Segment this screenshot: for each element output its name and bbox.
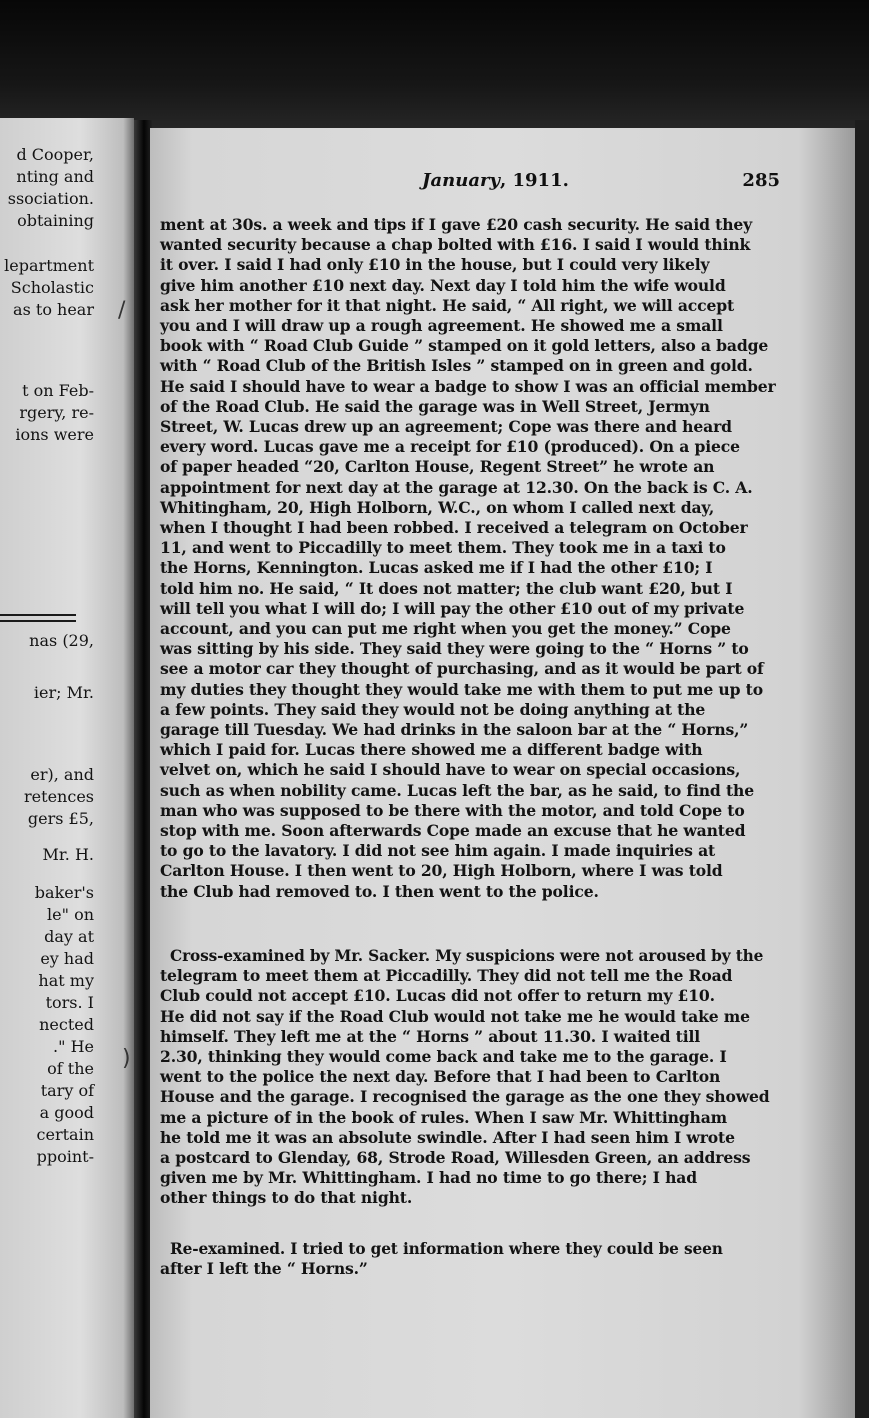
text-line: man who was supposed to be there with the motor, and told Cope to bbox=[160, 800, 745, 820]
previous-page-text-fragment: of the bbox=[47, 1059, 94, 1078]
text-line: a postcard to Glenday, 68, Strode Road, Willesden Green, an address bbox=[160, 1148, 751, 1167]
text-line: of the Road Club. He said the garage was in Well Street, Jermyn bbox=[160, 396, 710, 416]
previous-page-text-fragment: rgery, re- bbox=[19, 403, 94, 422]
text-line: Cross-examined by Mr. Sacker. My suspicions were not aroused by the bbox=[170, 946, 764, 965]
text-line: the Horns, Kennington. Lucas asked me if I had the other £10; I bbox=[160, 558, 713, 578]
page-edge-shadow bbox=[855, 120, 869, 1418]
previous-page-text-fragment: er), and bbox=[30, 765, 94, 784]
previous-page-text-fragment: ier; Mr. bbox=[33, 683, 94, 702]
previous-page-text-fragment: hat my bbox=[38, 971, 94, 990]
text-line: garage till Tuesday. We had drinks in the saloon bar at the “ Horns,” bbox=[160, 720, 749, 739]
previous-page-text-fragment: d Cooper, bbox=[16, 145, 94, 164]
previous-page-text-fragment: obtaining bbox=[17, 211, 94, 230]
text-line: ask her mother for it that night. He said, “ All right, we will accept bbox=[160, 295, 735, 315]
text-line: after I left the “ Horns.” bbox=[160, 1259, 368, 1279]
text-line: it over. I said I had only £10 in the house, but I could very likely bbox=[160, 255, 710, 275]
text-line: was sitting by his side. They said they were going to the “ Horns ” to bbox=[160, 639, 749, 659]
text-line: He did not say if the Road Club would not take me he would take me bbox=[160, 1006, 750, 1026]
text-line: House and the garage. I recognised the garage as the one they showed bbox=[160, 1087, 770, 1107]
text-line: book with “ Road Club Guide ” stamped on it gold letters, also a badge bbox=[160, 336, 769, 356]
text-line: such as when nobility came. Lucas left the bar, as he said, to find the bbox=[160, 780, 754, 800]
text-line: Whitingham, 20, High Holborn, W.C., on whom I called next day, bbox=[160, 497, 715, 517]
section-rule bbox=[0, 620, 76, 622]
text-line: a few points. They said they would not be doing anything at the bbox=[160, 699, 706, 719]
previous-page-text-fragment: retences bbox=[24, 787, 94, 806]
text-line: every word. Lucas gave me a receipt for £10 (produced). On a piece bbox=[160, 437, 740, 457]
text-line: Carlton House. I then went to 20, High Holborn, where I was told bbox=[160, 861, 723, 881]
section-rule bbox=[0, 614, 76, 616]
previous-page-text-fragment: ions were bbox=[15, 425, 94, 444]
text-line: which I paid for. Lucas there showed me a different badge with bbox=[160, 740, 703, 760]
previous-page-text-fragment: nected bbox=[39, 1015, 94, 1034]
previous-page-text-fragment: day at bbox=[44, 927, 94, 946]
text-line: himself. They left me at the “ Horns ” about 11.30. I waited till bbox=[160, 1026, 701, 1046]
previous-page-text-fragment: ." He bbox=[53, 1037, 94, 1056]
text-line: went to the police the next day. Before that I had been to Carlton bbox=[160, 1067, 721, 1087]
text-line: see a motor car they thought of purchasing, and as it would be part of bbox=[160, 659, 764, 679]
previous-page-text-fragment: gers £5, bbox=[27, 809, 94, 828]
text-line: other things to do that night. bbox=[160, 1188, 413, 1208]
text-line: wanted security because a chap bolted with £16. I said I would think bbox=[160, 235, 751, 255]
previous-page-text-fragment: nas (29, bbox=[29, 631, 94, 650]
previous-page-text-fragment: ey had bbox=[40, 949, 94, 968]
previous-page-text-fragment: le" on bbox=[47, 905, 94, 924]
margin-pencil-mark: / bbox=[118, 298, 126, 323]
previous-page-edge bbox=[0, 118, 134, 1418]
margin-pencil-mark: ) bbox=[122, 1046, 131, 1071]
previous-page-text-fragment: ppoint- bbox=[36, 1147, 94, 1166]
previous-page-text-fragment: tary of bbox=[40, 1081, 94, 1100]
previous-page-text-fragment: ssociation. bbox=[7, 189, 94, 208]
page-number: 285 bbox=[742, 170, 780, 191]
text-line: account, and you can put me right when you get the money.” Cope bbox=[160, 619, 731, 638]
text-line: Re-examined. I tried to get information where they could be seen bbox=[170, 1239, 723, 1258]
text-line: of paper headed “20, Carlton House, Regent Street” he wrote an bbox=[160, 457, 715, 477]
previous-page-text-fragment: certain bbox=[36, 1125, 94, 1144]
text-line: ment at 30s. a week and tips if I gave £20 cash security. He said they bbox=[160, 215, 753, 234]
text-line: my duties they thought they would take me with them to put me up to bbox=[160, 679, 763, 699]
previous-page-text-fragment: t on Feb- bbox=[22, 381, 94, 400]
text-line: appointment for next day at the garage at 12.30. On the back is C. A. bbox=[160, 477, 753, 497]
text-line: He said I should have to wear a badge to show I was an official member bbox=[160, 376, 776, 396]
text-line: when I thought I had been robbed. I received a telegram on October bbox=[160, 518, 748, 537]
running-header bbox=[160, 170, 780, 196]
text-line: telegram to meet them at Piccadilly. They did not tell me the Road bbox=[160, 966, 733, 986]
text-line: the Club had removed to. I then went to the police. bbox=[160, 881, 599, 901]
text-line: Club could not accept £10. Lucas did not offer to return my £10. bbox=[160, 986, 715, 1006]
text-line: me a picture of in the book of rules. When I saw Mr. Whittingham bbox=[160, 1107, 728, 1127]
text-line: to go to the lavatory. I did not see him again. I made inquiries at bbox=[160, 841, 716, 861]
text-line: 2.30, thinking they would come back and take me to the garage. I bbox=[160, 1047, 727, 1066]
previous-page-text-fragment: nting and bbox=[16, 167, 94, 186]
text-line: he told me it was an absolute swindle. After I had seen him I wrote bbox=[160, 1127, 735, 1147]
previous-page-text-fragment: baker's bbox=[34, 883, 94, 902]
text-line: give him another £10 next day. Next day I told him the wife would bbox=[160, 275, 726, 295]
text-line: 11, and went to Piccadilly to meet them. They took me in a taxi to bbox=[160, 538, 726, 558]
previous-page-text-fragment: Mr. H. bbox=[42, 845, 94, 864]
previous-page-text-fragment: a good bbox=[39, 1103, 94, 1122]
text-line: Street, W. Lucas drew up an agreement; Cope was there and heard bbox=[160, 417, 732, 436]
previous-page-text-fragment: as to hear bbox=[13, 300, 94, 319]
previous-page-text-fragment: tors. I bbox=[45, 993, 94, 1012]
text-line: will tell you what I will do; I will pay the other £10 out of my private bbox=[160, 598, 745, 618]
text-line: stop with me. Soon afterwards Cope made an excuse that he wanted bbox=[160, 821, 746, 840]
text-line: velvet on, which he said I should have to wear on special occasions, bbox=[160, 760, 741, 780]
header-date: January, 1911. bbox=[422, 170, 569, 191]
text-line: given me by Mr. Whittingham. I had no time to go there; I had bbox=[160, 1168, 697, 1188]
text-line: told him no. He said, “ It does not matter; the club want £20, but I bbox=[160, 578, 733, 598]
previous-page-text-fragment: Scholastic bbox=[10, 278, 94, 297]
previous-page-text-fragment: lepartment bbox=[4, 256, 94, 275]
text-line: with “ Road Club of the British Isles ” stamped on in green and gold. bbox=[160, 356, 753, 376]
text-line: you and I will draw up a rough agreement. He showed me a small bbox=[160, 316, 723, 335]
